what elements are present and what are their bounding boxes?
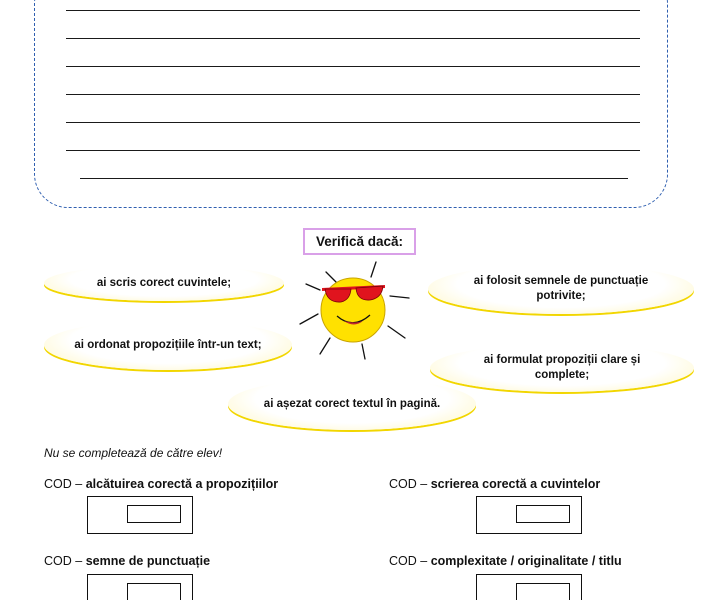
writing-line xyxy=(66,150,640,151)
cod-prefix: COD – xyxy=(389,477,428,491)
cod-box-spelling xyxy=(476,496,582,534)
cod-box-complexity xyxy=(476,574,582,600)
cod-box-punctuation xyxy=(87,574,193,600)
cod-box-sentences xyxy=(87,496,193,534)
cod-score-field[interactable] xyxy=(516,505,570,523)
cod-score-field[interactable] xyxy=(516,583,570,600)
check-bubble-punctuation: ai folosit semnele de punctuație potrivite; xyxy=(428,264,694,314)
cod-desc: complexitate / originalitate / titlu xyxy=(430,554,622,568)
check-bubble-clear: ai formulat propoziții clare și complete; xyxy=(430,344,694,392)
cod-score-field[interactable] xyxy=(127,505,181,523)
cod-label-spelling xyxy=(389,477,600,491)
cod-prefix: COD – xyxy=(44,554,83,568)
check-bubble-words: ai scris corect cuvintele; xyxy=(44,265,284,301)
writing-area[interactable] xyxy=(34,0,668,208)
cod-desc: alcătuirea corectă a propozițiilor xyxy=(85,477,279,491)
check-bubble-order: ai ordonat propozițiile într-un text; xyxy=(44,320,292,370)
cod-label-sentences xyxy=(44,477,278,491)
writing-line xyxy=(80,178,628,179)
cod-label-punctuation xyxy=(44,554,210,568)
writing-line xyxy=(66,94,640,95)
verify-title: Verifică dacă: xyxy=(303,228,416,255)
writing-line xyxy=(66,38,640,39)
cod-desc: scrierea corectă a cuvintelor xyxy=(430,477,601,491)
writing-line xyxy=(66,10,640,11)
writing-line xyxy=(66,66,640,67)
cod-prefix: COD – xyxy=(44,477,83,491)
teacher-only-note: Nu se completează de către elev! xyxy=(44,446,223,460)
cod-label-complexity xyxy=(389,554,622,568)
writing-line xyxy=(66,122,640,123)
cod-desc: semne de punctuație xyxy=(85,554,211,568)
cod-score-field[interactable] xyxy=(127,583,181,600)
cod-prefix: COD – xyxy=(389,554,428,568)
check-bubble-layout: ai așezat corect textul în pagină. xyxy=(228,378,476,430)
sun-with-sunglasses-icon xyxy=(292,258,416,362)
